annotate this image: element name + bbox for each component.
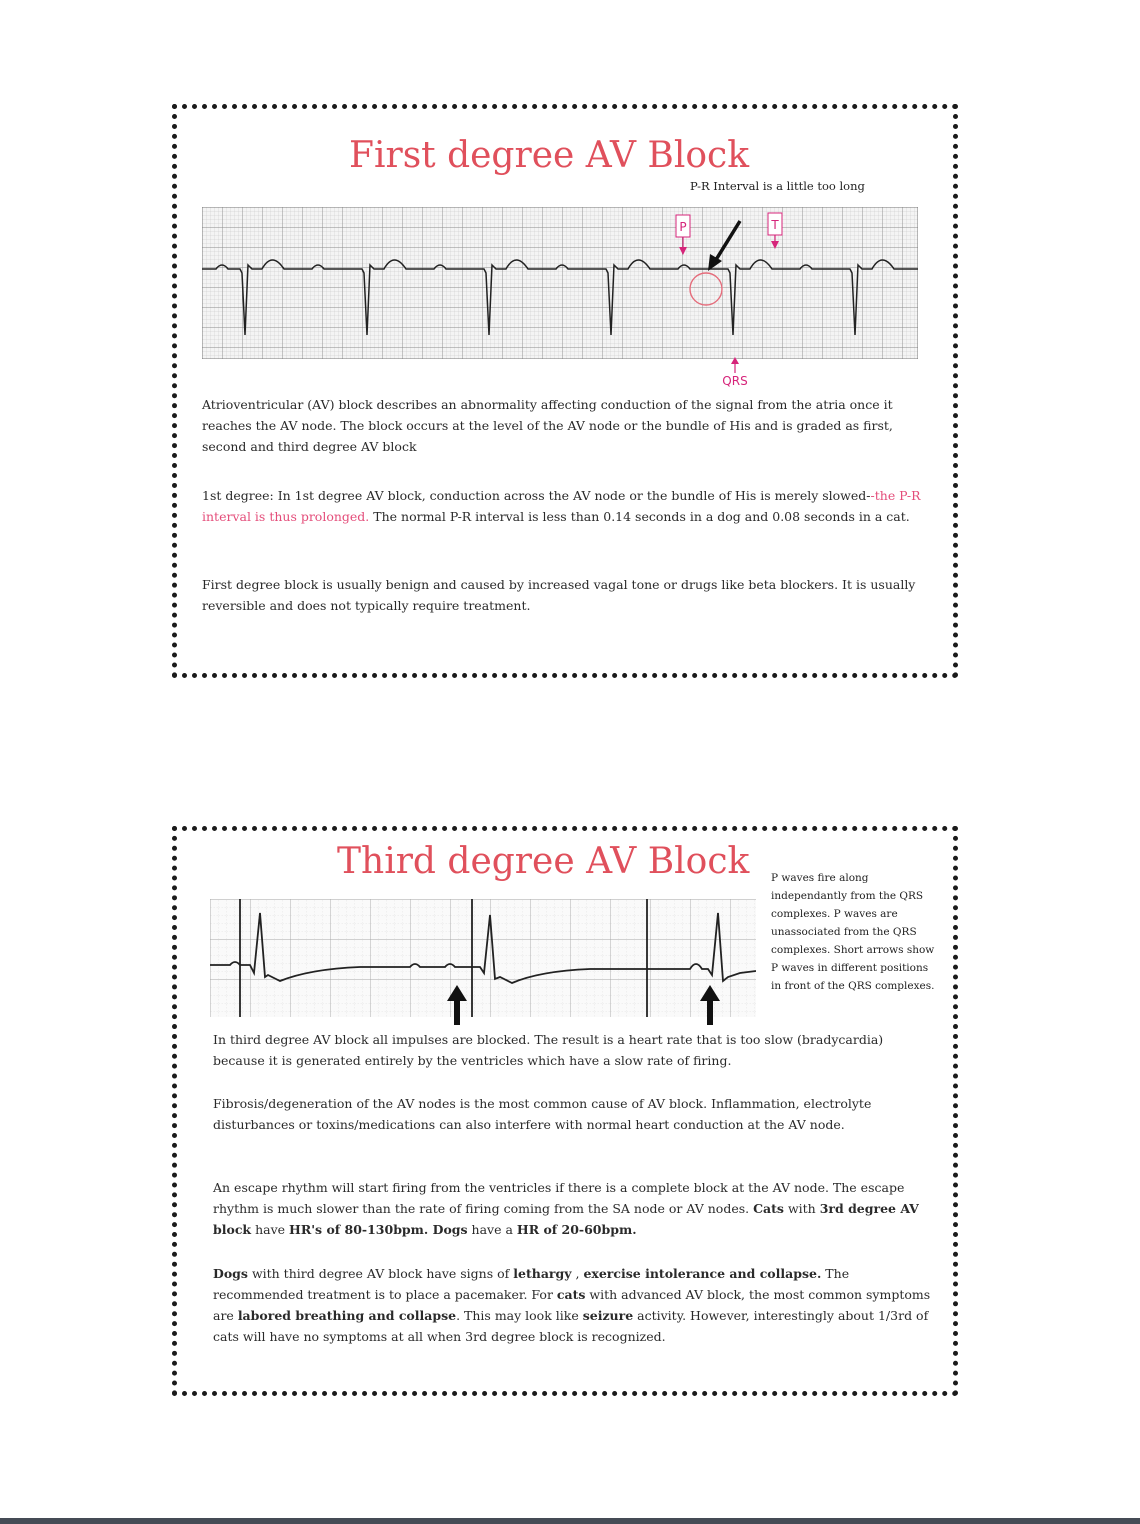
- p-wave-arrow-1: [437, 981, 477, 1027]
- qrs-label: QRS: [722, 374, 748, 387]
- pr-interval-annotation: P-R Interval is a little too long: [690, 179, 865, 193]
- first-degree-definition: 1st degree: In 1st degree AV block, conduction across the AV node or the bundle of His is merely slowed--the P-R interval is thus prolonged. The normal P-R interval is less than 0.14 seconds in a dog and 0.08 seconds in a cat.: [202, 488, 921, 524]
- p-wave-side-note: P waves fire along independantly from the QRS complexes. P waves are unassociated from the QRS complexes. Short arrows show P waves in different positions in front of the QRS complexes.: [771, 872, 935, 992]
- pr-prolonged-highlight: -the P-R interval is thus prolonged.: [202, 488, 921, 524]
- intro-paragraph: Atrioventricular (AV) block describes an abnormality affecting conduction of the signal from the atria once it reaches the AV node. The block occurs at the level of the AV node or the bundle of His and is graded as first, second and third degree AV block: [202, 397, 893, 454]
- third-degree-ecg-strip: [210, 899, 756, 1017]
- third-degree-card: [172, 826, 958, 1396]
- third-degree-definition: In third degree AV block all impulses are blocked. The result is a heart rate that is too slow (bradycardia) because it is generated entirely by the ventricles which have a slow rate of firing.: [213, 1032, 884, 1068]
- escape-rhythm-paragraph: An escape rhythm will start firing from the ventricles if there is a complete block at the AV node. The escape rhythm is much slower than the rate of firing coming from the SA node or AV nodes. Cats with 3rd degree AV block have HR's of 80-130bpm. Dogs have a HR of 20-60bpm.: [213, 1180, 919, 1237]
- third-degree-causes: Fibrosis/degeneration of the AV nodes is the most common cause of AV block. Inflammation, electrolyte disturbances or toxins/medications can also interfere with normal heart conduction at the AV node.: [213, 1096, 872, 1132]
- first-degree-ecg-strip: [202, 207, 918, 359]
- card-title: First degree AV Block: [349, 135, 750, 176]
- p-wave-arrow-2: [690, 981, 730, 1027]
- qrs-marker: [705, 337, 765, 387]
- signs-and-treatment-paragraph: Dogs with third degree AV block have signs of lethargy , exercise intolerance and collapse. The recommended treatment is to place a pacemaker. For cats with advanced AV block, the most common symptoms are labored breathing and collapse. This may look like seizure activity. However, interestingly about 1/3rd of cats will have no symptoms at all when 3rd degree block is recognized.: [213, 1266, 931, 1344]
- first-degree-card: [172, 104, 958, 678]
- p-wave-label: P: [679, 220, 687, 234]
- bottom-edge-bar: [0, 1518, 1140, 1524]
- first-degree-prognosis: First degree block is usually benign and caused by increased vagal tone or drugs like beta blockers. It is usually reversible and does not typically require treatment.: [202, 577, 916, 613]
- card-title: Third degree AV Block: [337, 841, 750, 882]
- t-wave-label: T: [771, 218, 779, 232]
